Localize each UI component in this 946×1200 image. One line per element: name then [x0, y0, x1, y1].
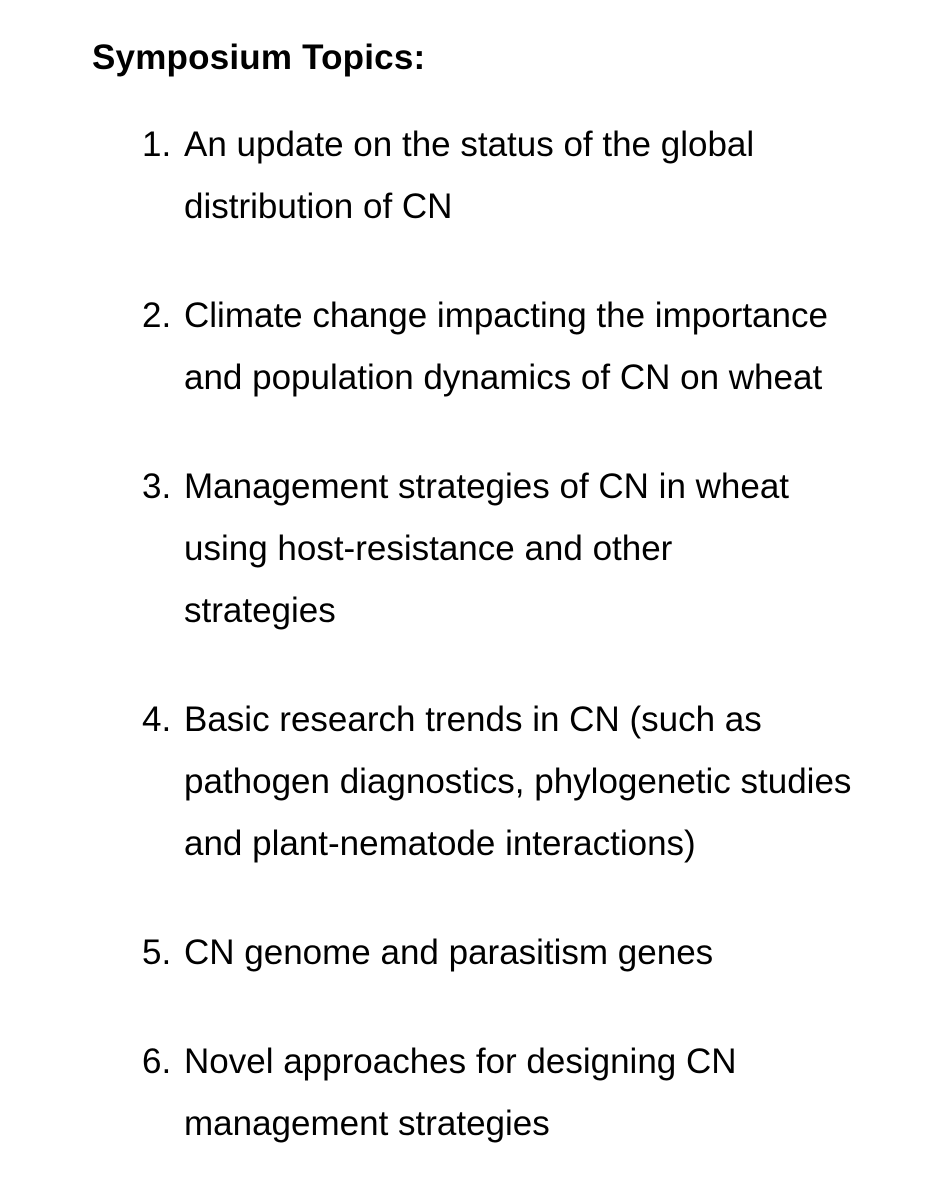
list-item-number: 3. [142, 467, 172, 506]
list-item-number: 5. [142, 933, 172, 972]
page-title: Symposium Topics: [92, 38, 426, 77]
list-item-number: 2. [142, 296, 172, 335]
list-item-text: Climate change impacting the importance and population dynamics of CN on wheat [184, 296, 828, 397]
list-item-text: Management strategies of CN in wheat using host-resistance and other strategies [184, 467, 790, 630]
list-item-text: CN genome and parasitism genes [184, 933, 714, 972]
list-item-number: 4. [142, 700, 172, 739]
list-item-text: An update on the status of the global distribution of CN [184, 125, 755, 226]
list-item-text: Novel approaches for designing CN management strategies [184, 1042, 737, 1143]
list-item-number: 1. [142, 125, 172, 164]
list-item-number: 6. [142, 1042, 172, 1081]
list-item-text: Basic research trends in CN (such as pathogen diagnostics, phylogenetic studies and plant-nematode interactions) [184, 700, 852, 863]
